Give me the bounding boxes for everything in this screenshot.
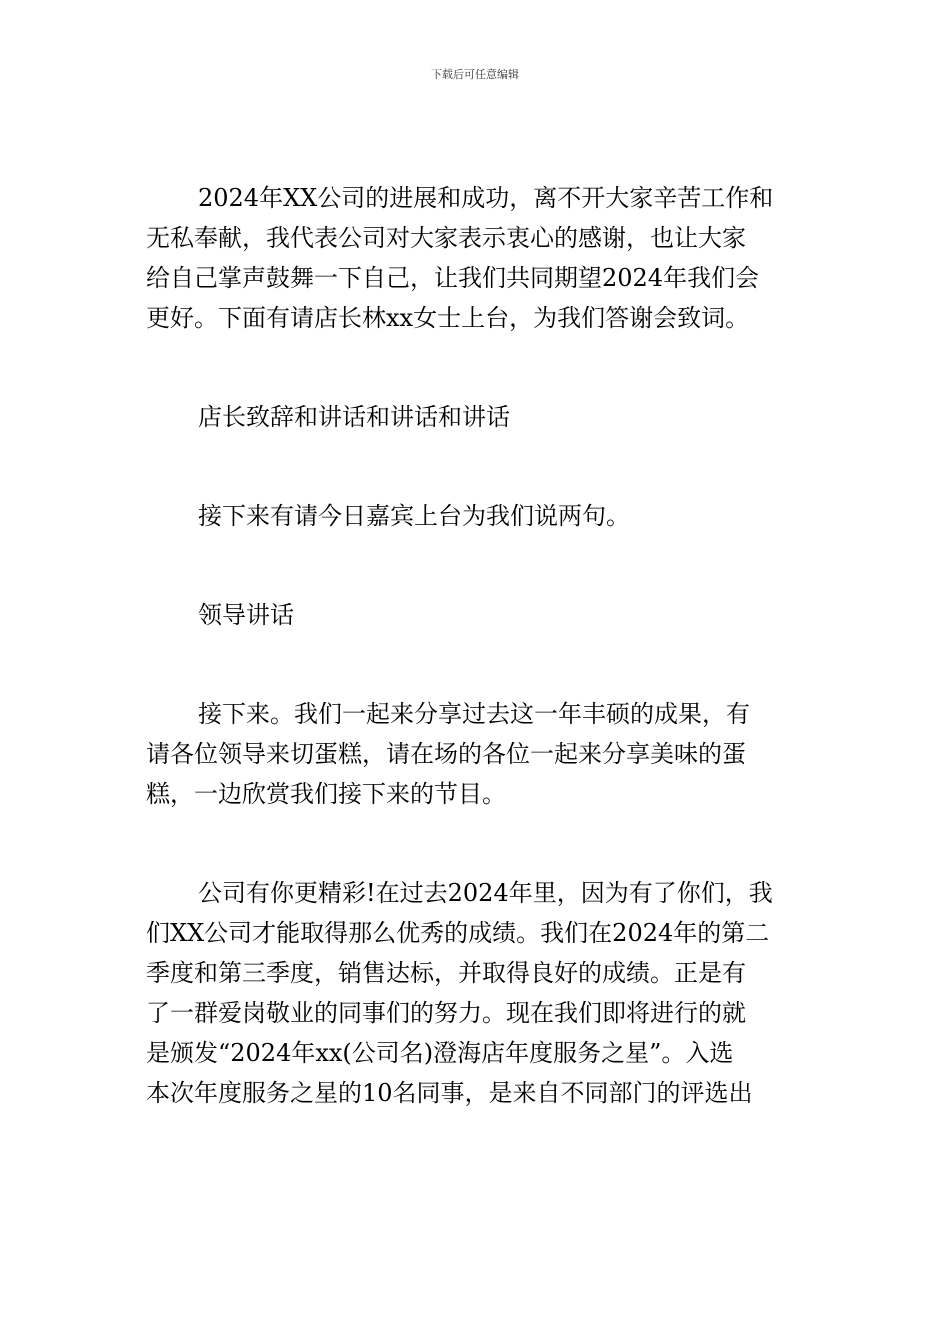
paragraph-line: 无私奉献，我代表公司对大家表示衷心的感谢，也让大家 [146,224,746,252]
paragraph-line: 糕，一边欣赏我们接下来的节目。 [146,780,506,808]
paragraph-line: 更好。下面有请店长林xx女士上台，为我们答谢会致词。 [146,304,750,332]
paragraph-line: 本次年度服务之星的10名同事，是来自不同部门的评选出 [146,1079,753,1107]
paragraph-line: 们XX公司才能取得那么优秀的成绩。我们在2024年的第二 [146,919,770,947]
paragraph-line: 了一群爱岗敬业的同事们的努力。现在我们即将进行的就 [146,999,746,1027]
paragraph-manager-speech [146,397,806,437]
paragraph-line: 是颁发“2024年xx(公司名)澄海店年度服务之星”。入选 [146,1039,734,1067]
paragraph-line: 领导讲话 [198,601,294,629]
paragraph-gap [146,635,806,694]
document-body [146,178,806,1113]
paragraph-line: 2024年XX公司的进展和成功，离不开大家辛苦工作和 [198,184,774,212]
paragraph-opening [146,178,806,338]
paragraph-gap [146,536,806,595]
paragraph-line: 请各位领导来切蛋糕，请在场的各位一起来分享美味的蛋 [146,740,746,768]
paragraph-cake [146,694,806,814]
page-header-note: 下载后可任意编辑 [431,68,519,81]
paragraph-line: 接下来有请今日嘉宾上台为我们说两句。 [198,502,630,530]
paragraph-leader-speech [146,595,806,635]
paragraph-gap [146,338,806,397]
paragraph-guest-invite [146,496,806,536]
paragraph-line: 店长致辞和讲话和讲话和讲话 [198,403,510,431]
paragraph-line: 季度和第三季度，销售达标，并取得良好的成绩。正是有 [146,959,746,987]
paragraph-line: 公司有你更精彩!在过去2024年里，因为有了你们，我 [198,879,773,907]
paragraph-gap [146,814,806,873]
paragraph-gap [146,437,806,496]
paragraph-awards [146,873,806,1113]
paragraph-line: 给自己掌声鼓舞一下自己，让我们共同期望2024年我们会 [146,264,760,292]
paragraph-line: 接下来。我们一起来分享过去这一年丰硕的成果，有 [198,700,750,728]
